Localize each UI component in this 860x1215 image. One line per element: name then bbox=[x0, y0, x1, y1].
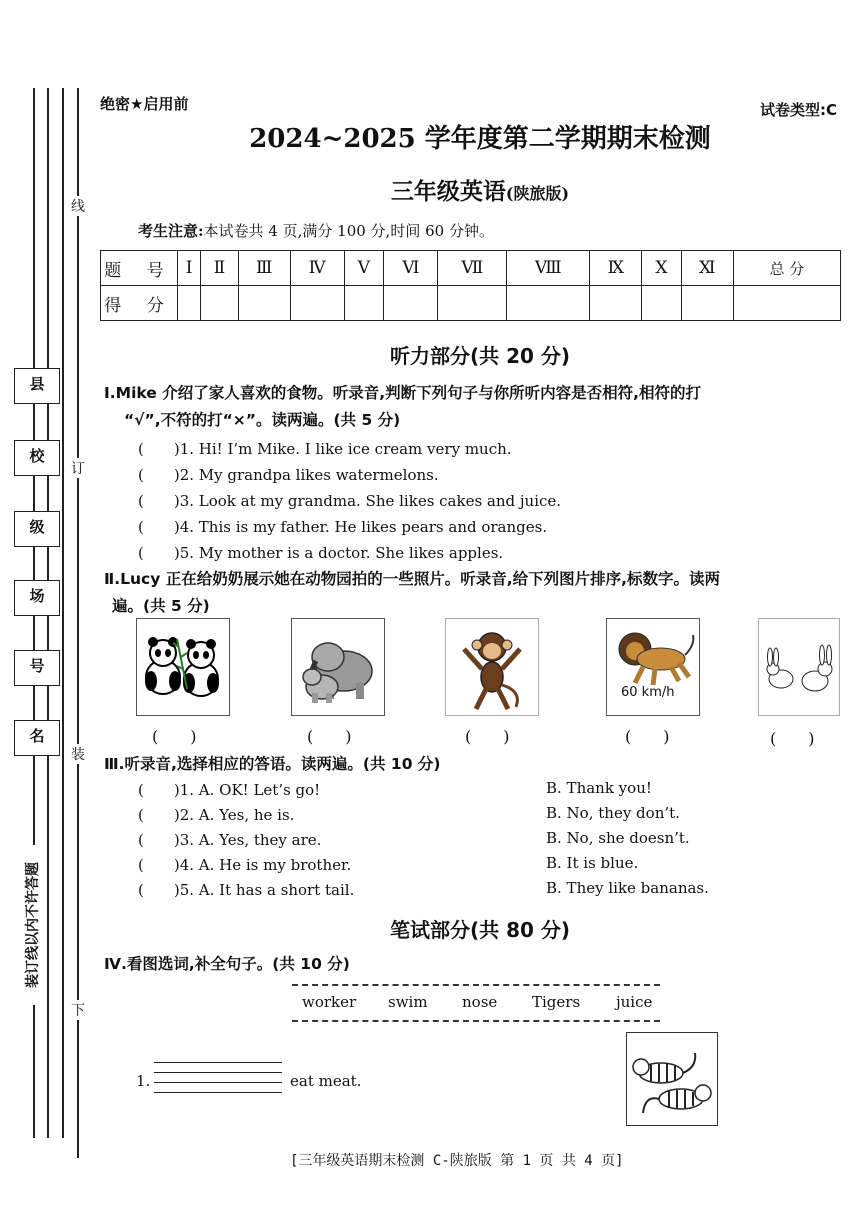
q1-number: Ⅰ. bbox=[104, 384, 116, 402]
q1-item-5[interactable]: ( )5. My mother is a doctor. She likes apples. bbox=[138, 544, 504, 562]
q4-item-1-text: eat meat. bbox=[290, 1072, 362, 1090]
answer-paren-pandas[interactable]: ( ) bbox=[152, 727, 197, 746]
word-bank-item: swim bbox=[388, 993, 428, 1011]
q4-item-1-number: 1. bbox=[136, 1072, 151, 1090]
q4-item-1-blank-line-2[interactable] bbox=[154, 1072, 282, 1073]
answer-paren-elephants[interactable]: ( ) bbox=[307, 727, 352, 746]
q3-instruction bbox=[104, 752, 440, 774]
monkey-icon bbox=[446, 619, 538, 715]
score-cell[interactable] bbox=[590, 286, 642, 321]
score-col: Ⅺ bbox=[681, 251, 733, 286]
notice-text: 本试卷共 4 页,满分 100 分,时间 60 分钟。 bbox=[203, 222, 494, 240]
score-cell[interactable] bbox=[681, 286, 733, 321]
answer-paren-rabbits[interactable]: ( ) bbox=[770, 729, 815, 748]
q3-item-3-b[interactable]: B. No, she doesn’t. bbox=[546, 829, 690, 847]
score-table bbox=[100, 250, 841, 321]
q1-item-4[interactable]: ( )4. This is my father. He likes pears and oranges. bbox=[138, 518, 548, 536]
q2-number: Ⅱ. bbox=[104, 570, 121, 588]
margin-char-ding: 订 bbox=[70, 458, 86, 478]
notice-label: 考生注意: bbox=[138, 222, 204, 240]
pandas-icon bbox=[137, 619, 229, 715]
page-footer: [三年级英语期末检测 C-陕旅版 第 1 页 共 4 页] bbox=[290, 1153, 624, 1169]
picture-pandas bbox=[136, 618, 230, 716]
score-cell[interactable] bbox=[201, 286, 239, 321]
margin-char-zhuang: 装 bbox=[70, 744, 86, 764]
q1-text-line2: “√”,不符的打“×”。读两遍。(共 5 分) bbox=[124, 411, 401, 429]
q1-item-1[interactable]: ( )1. Hi! I’m Mike. I like ice cream very much. bbox=[138, 440, 512, 458]
score-col: Ⅵ bbox=[384, 251, 438, 286]
listening-heading: 听力部分(共 20 分) bbox=[389, 344, 571, 368]
score-cell[interactable] bbox=[178, 286, 201, 321]
subject-title bbox=[0, 173, 860, 206]
q2-text-line2: 遍。(共 5 分) bbox=[112, 597, 210, 615]
field-county[interactable]: 县 bbox=[14, 368, 60, 404]
q4-number: Ⅳ. bbox=[104, 955, 127, 973]
q4-text: 看图选词,补全句子。(共 10 分) bbox=[126, 955, 350, 973]
score-col: Ⅴ bbox=[344, 251, 384, 286]
q4-item-1-blank-line-3[interactable] bbox=[154, 1082, 282, 1083]
edition: (陕旅版) bbox=[505, 184, 570, 203]
q4-item-1-blank-line-4[interactable] bbox=[154, 1092, 282, 1093]
q3-item-1-b[interactable]: B. Thank you! bbox=[546, 779, 652, 797]
q1-item-2[interactable]: ( )2. My grandpa likes watermelons. bbox=[138, 466, 439, 484]
word-bank bbox=[292, 984, 660, 1022]
word-bank-item: juice bbox=[616, 993, 653, 1011]
score-col: Ⅷ bbox=[507, 251, 590, 286]
picture-monkey bbox=[445, 618, 539, 716]
q3-item-2-a[interactable]: ( )2. A. Yes, he is. bbox=[138, 806, 295, 824]
picture-rabbits bbox=[758, 618, 840, 716]
answer-paren-monkey[interactable]: ( ) bbox=[465, 727, 510, 746]
picture-lion bbox=[606, 618, 700, 716]
word-bank-item: nose bbox=[462, 993, 498, 1011]
margin-char-xia: 下 bbox=[70, 1000, 86, 1020]
q1-text-line1: Mike 介绍了家人喜欢的食物。听录音,判断下列句子与你所听内容是否相符,相符的打 bbox=[115, 384, 701, 402]
margin-line-inner bbox=[77, 88, 79, 1158]
score-cell[interactable] bbox=[642, 286, 681, 321]
score-table-header-row bbox=[101, 251, 841, 286]
score-col-total: 总 分 bbox=[733, 251, 840, 286]
q3-item-5-b[interactable]: B. They like bananas. bbox=[546, 879, 709, 897]
q3-item-3-a[interactable]: ( )3. A. Yes, they are. bbox=[138, 831, 322, 849]
q3-item-1-a[interactable]: ( )1. A. OK! Let’s go! bbox=[138, 781, 321, 799]
paper-type: 试卷类型:C bbox=[760, 101, 838, 119]
score-col: Ⅲ bbox=[238, 251, 290, 286]
q3-item-4-a[interactable]: ( )4. A. He is my brother. bbox=[138, 856, 352, 874]
score-cell[interactable] bbox=[344, 286, 384, 321]
binding-note: 装订线以内不许答题 bbox=[22, 845, 42, 1005]
score-col: Ⅱ bbox=[201, 251, 239, 286]
score-col: Ⅰ bbox=[178, 251, 201, 286]
subject-name: 三年级英语 bbox=[390, 178, 506, 205]
field-name[interactable]: 名 bbox=[14, 720, 60, 756]
q1-item-3[interactable]: ( )3. Look at my grandma. She likes cakes and juice. bbox=[138, 492, 562, 510]
score-cell[interactable] bbox=[238, 286, 290, 321]
score-cell[interactable] bbox=[733, 286, 840, 321]
field-grade[interactable]: 级 bbox=[14, 511, 60, 547]
score-col: Ⅳ bbox=[290, 251, 344, 286]
word-bank-item: Tigers bbox=[532, 993, 581, 1011]
q1-instruction bbox=[104, 381, 844, 403]
q4-item-1-blank-line-1[interactable] bbox=[154, 1062, 282, 1063]
score-table-score-row bbox=[101, 286, 841, 321]
word-bank-item: worker bbox=[302, 993, 357, 1011]
lion-icon bbox=[607, 619, 699, 715]
margin-line-second bbox=[62, 88, 64, 1138]
exam-title: 2024~2025 学年度第二学期期末检测 bbox=[249, 124, 711, 154]
score-cell[interactable] bbox=[384, 286, 438, 321]
score-cell[interactable] bbox=[507, 286, 590, 321]
q3-item-5-a[interactable]: ( )5. A. It has a short tail. bbox=[138, 881, 355, 899]
q2-instruction bbox=[104, 567, 844, 589]
field-school[interactable]: 校 bbox=[14, 440, 60, 476]
field-number[interactable]: 号 bbox=[14, 650, 60, 686]
field-exam-room[interactable]: 场 bbox=[14, 580, 60, 616]
q3-number: Ⅲ. bbox=[104, 755, 125, 773]
score-col: Ⅹ bbox=[642, 251, 681, 286]
lion-speed-caption: 60 km/h bbox=[621, 685, 675, 700]
elephants-icon bbox=[292, 619, 384, 715]
score-row-label-2: 得 分 bbox=[101, 286, 178, 321]
writing-heading: 笔试部分(共 80 分) bbox=[389, 918, 571, 942]
rabbits-icon bbox=[759, 619, 839, 715]
exam-notice bbox=[138, 220, 494, 241]
score-col: Ⅸ bbox=[590, 251, 642, 286]
tigers-icon bbox=[627, 1033, 717, 1125]
secret-mark: 绝密★启用前 bbox=[100, 95, 189, 113]
score-cell[interactable] bbox=[290, 286, 344, 321]
q2-text-line1: Lucy 正在给奶奶展示她在动物园拍的一些照片。听录音,给下列图片排序,标数字。读两 bbox=[120, 570, 720, 588]
margin-char-xian: 线 bbox=[70, 196, 86, 216]
q3-text: 听录音,选择相应的答语。读两遍。(共 10 分) bbox=[124, 755, 441, 773]
answer-paren-lion[interactable]: ( ) bbox=[625, 727, 670, 746]
q3-item-4-b[interactable]: B. It is blue. bbox=[546, 854, 639, 872]
q3-item-2-b[interactable]: B. No, they don’t. bbox=[546, 804, 680, 822]
score-col: Ⅶ bbox=[438, 251, 507, 286]
q4-instruction bbox=[104, 952, 350, 974]
picture-elephants bbox=[291, 618, 385, 716]
score-cell[interactable] bbox=[438, 286, 507, 321]
score-row-label: 题 号 bbox=[101, 251, 178, 286]
picture-tigers bbox=[626, 1032, 718, 1126]
